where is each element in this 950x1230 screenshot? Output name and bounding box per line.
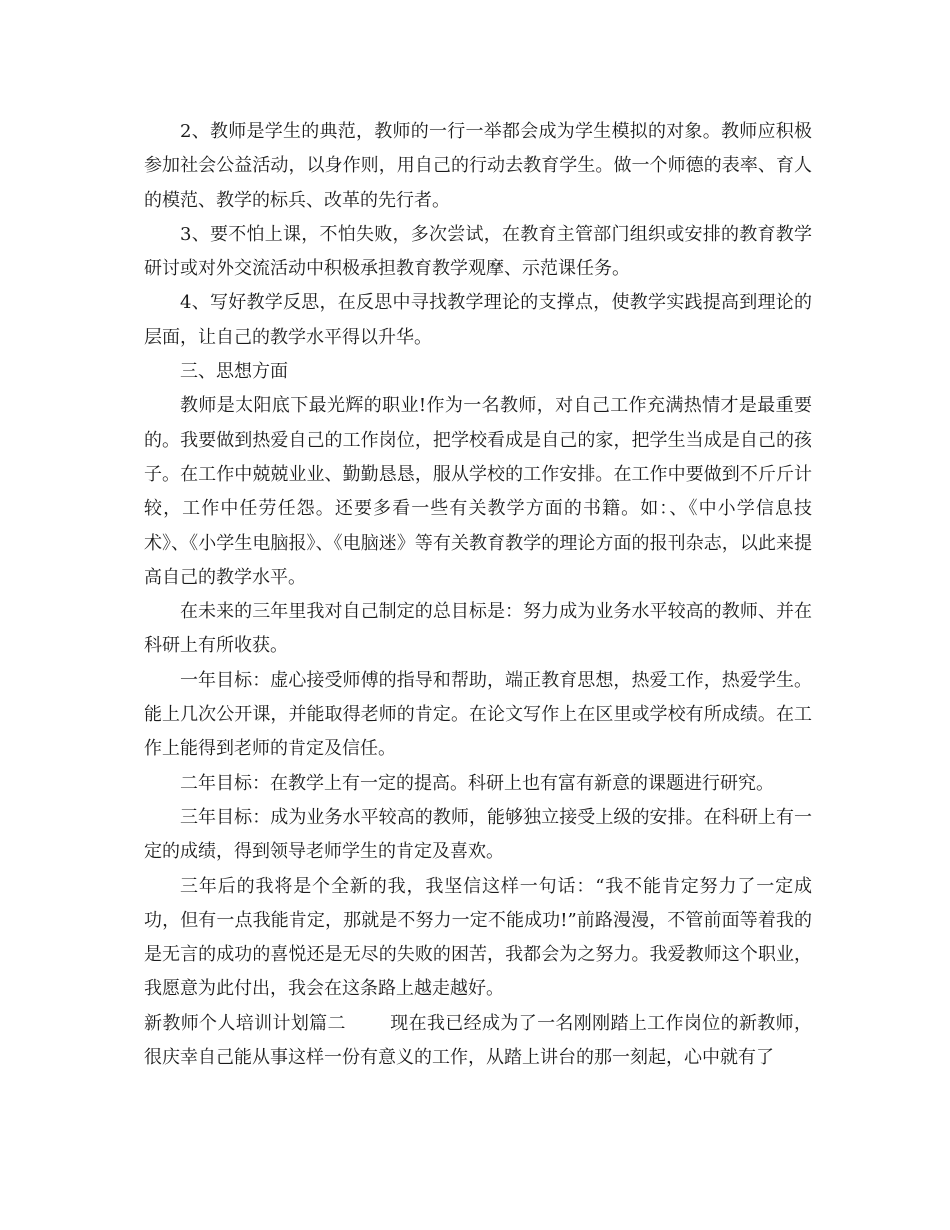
paragraph-overall-goal: 在未来的三年里我对自己制定的总目标是：努力成为业务水平较高的教师、并在科研上有所收获。 bbox=[144, 601, 812, 657]
paragraph-second-year-goal: 二年目标：在教学上有一定的提高。科研上也有富有新意的课题进行研究。 bbox=[180, 772, 774, 794]
plan-two-heading: 新教师个人培训计划篇二 bbox=[144, 1012, 346, 1034]
paragraph-teaching-reflection: 4、写好教学反思，在反思中寻找教学理论的支撑点，使教学实践提高到理论的层面，让自己的教学水平得以升华。 bbox=[144, 292, 812, 348]
paragraph-open-classes: 3、要不怕上课，不怕失败，多次尝试，在教育主管部门组织或安排的教育教学研讨或对外交流活动中积极承担教育教学观摩、示范课任务。 bbox=[144, 223, 812, 280]
paragraph-first-year-goal: 一年目标：虚心接受师傅的指导和帮助，端正教育思想，热爱工作，热爱学生。能上几次公开课，并能取得老师的肯定。在论文写作上在区里或学校有所成绩。在工作上能得到老师的肯定及信任。 bbox=[144, 669, 812, 760]
paragraph-teaching-profession: 教师是太阳底下最光辉的职业!作为一名教师，对自己工作充满热情才是最重要的。我要做到热爱自己的工作岗位，把学校看成是自己的家，把学生当成是自己的孩子。在工作中兢兢业业、勤勤恳恳，服从学校的工作安排。在工作中要做到不斤斤计较，工作中任劳任怨。还要多看一些有关教学方面的书籍。如：、《中小学信息技术》、《小学生电脑报》、《电脑迷》等有关教育教学的理论方面的报刊杂志，以此来提高自己的教学水平。 bbox=[144, 395, 812, 588]
paragraph-teacher-role-model: 2、教师是学生的典范，教师的一行一举都会成为学生模拟的对象。教师应积极参加社会公益活动，以身作则，用自己的行动去教育学生。做一个师德的表率、育人的模范、教学的标兵、改革的先行者。 bbox=[144, 121, 812, 211]
document-body bbox=[144, 115, 812, 1075]
section-heading-ideology: 三、思想方面 bbox=[180, 361, 288, 383]
paragraph-future-self: 三年后的我将是个全新的我，我坚信这样一句话：“我不能肯定努力了一定成功，但有一点我能肯定，那就是不努力一定不能成功!”前路漫漫，不管前面等着我的是无言的成功的喜悦还是无尽的失败的困苦，我都会为之努力。我爱教师这个职业，我愿意为此付出，我会在这条路上越走越好。 bbox=[144, 875, 812, 1000]
paragraph-plan-two bbox=[144, 1007, 812, 1076]
plan-two-intro: 现在我已经成为了一名刚刚踏上工作岗位的新教师，很庆幸自己能从事这样一份有意义的工作，从踏上讲台的那一刻起，心中就有了 bbox=[144, 1012, 813, 1069]
paragraph-third-year-goal: 三年目标：成为业务水平较高的教师，能够独立接受上级的安排。在科研上有一定的成绩，得到领导老师学生的肯定及喜欢。 bbox=[144, 806, 812, 863]
